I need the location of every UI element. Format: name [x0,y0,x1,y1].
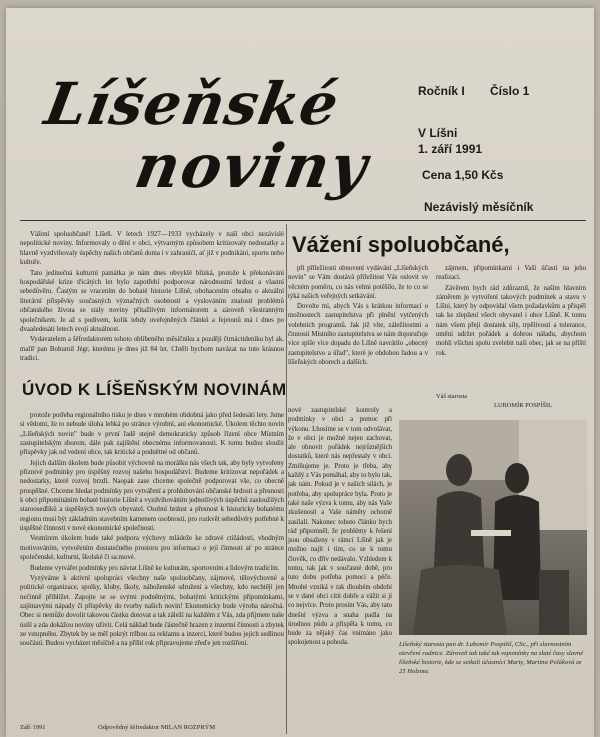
signature-role: Váš starosta [436,393,468,400]
masthead-title-line1: Líšeňské [40,70,345,138]
intro-paragraph: Tato jedinečná kulturní památka je nám dnes obvyklé blízká, protože k překonávání hospodářské krize třicátých let bylo zapotřebí podporovat národnostní hrdost a vlastní sebedůvěru. Častým se vracením do bohaté historie Líšně, obohacením obsahu o aktuální literární příspěvky současných význačných osobností a vyslováním znalostí problémů občanského života se staly noviny přitažlivým informátorem a zároveň všestranným společníkem. Je až s podivem, kolik tehdy uveřejněných článků a fejetonů má i dnes po dvaašedesáti letech svoji aktuálnost. [20,269,284,334]
editorial-title: Vážení spoluobčané, [292,232,510,257]
editorial-right-column [436,264,586,359]
issue-number: Číslo 1 [490,84,530,98]
body-paragraph: Jejich dalším úkolem bude působit výchovně na morálku nás všech tak, aby byly vytvořeny příznivé podmínky pro úspěšný rozvoj našeho hospodářství. Budeme kritizovat nepořádek a nedostatky, které rozvoj brzdí. Naopak zase chceme společně podporovat vše, co obecně prospěšné. Chceme hledat podmínky pro vytváření a prohlubování občanské hrdosti a přesnosti k obci připomínáním bohaté historie Líšně a vyzdvihováním jednotlivých úspěchů zasloužilých staroosedlíků a úspěšných nových obyvatel. Osobní hrdost a přesnost k historicky bohatému regionu musí být základním stavebním kamenem osobnosti, pro rozkvět sebedůvěry potřebné k úspěšné činnosti v nové ekonomické společnosti. [20,459,284,533]
editorial-middle-column [288,264,428,368]
editorial-paragraph: Závěrem bych rád zdůraznil, že naším hlavním záměrem je vytvoření takových podmínek a stavu v Líšni, který by odpovídal všem požadavkům a přispěl tak ke zlepšení všech obyvatel i obce Líšně. K tomu nám všem přeji dostatek síly, trpělivosti a tolerance, umění udržet pořádek a dobrou náladu, abychom mohli všichni spolu zvelebit naši obec, jak se na příští rok. [436,284,586,357]
section-heading: ÚVOD K LÍŠEŇSKÝM NOVINÁM [22,380,287,399]
footer-editor: Odpovědný šéfredaktor MILAN ROZPRÝM [98,724,216,731]
signature-name: LUBOMÍR POSPÍŠIL [494,402,553,409]
issue-date: 1. září 1991 [418,142,483,156]
masthead-title-line2: noviny [129,132,374,202]
mayor-photo [399,420,587,635]
intro-body [20,411,284,650]
editorial-paragraph: nové zastupitelské kontroly a podmínky v obci a pomoc při výkonu. Lhosíme se v tom odvolávat, že v obci je možné nejen zachovat, ale obnovit pořádek nejrůznějších dostatků, které nás nepřestaly v obci. Zmiňujeme je. Proto je třeba, aby každý z Vás pomáhal, aby to bylo tak, jak nám. Pokud je v našich silách, je potřeba, aby spolupráce byla. Proto je také naše výzva k tomu, aby nás Vaše zkušenosti a Vaše náměty ochotně zasílali. Nakonec tohoto článku bych rád připomněl, že problémy k řešení jsou obsaženy v rámci Líšně jak je možno najít i tím, co se k tomu člověk, co dřív nedávalo. Vzhledem k tomu, tak jak v současné době, pro tuto dobu potřeba pomoci a péče. Mnohé vzniká v tak dlouhém období se v dané obci cítit dobře a vážit si jí co nejvíce. Proto prosím Vás, aby tato dnešní výzva a snaha padla na úrodnou půdu a přispěla k tomu, co bude za nějaký čas vnímáno jako spokojenost a pohoda. [288,407,392,647]
body-paragraph: Budeme vytvářet podmínky pro návrat Líšně ke kulturám, sportovním a lidovým tradicím. [30,564,280,572]
issue-volume: Ročník I [418,84,465,98]
masthead-divider [20,220,586,221]
intro-paragraph: Vydavatelem a šéfredaktorem tohoto oblíbeného měsíčníku a později čtrnáctideníku byl ak. malíř pan Bohumil Jégr, kterému je dnes již 84 let. Chtěli bychom navázat na tuto krásnou tradici. [20,336,284,363]
newspaper-page [6,8,594,737]
editorial-paragraph: zájmem, připomínkami i Vaší účastí na jeho realizaci. [436,265,586,282]
issue-place: V Líšni [418,126,458,140]
editorial-paragraph: Dovolte mi, abych Vás s krátkou informací o možnostech zastupitelstva při plnění vytčených volebních programů. Jak již víte, záležitostmi a činností Místního zastupitelstva se nám doporučuje více spíše více dopadu do Líšně navrátilo „obecný zastupitelstvo a úřad", které je obdobou řadou a v líšeňských oborech a dalších. [288,303,428,366]
intro-paragraph: Vážení spoluobčané! Líšeň. V letech 1927—1933 vycházely v naší obci nezávislé nepolitické noviny. Informovaly o dění v obci, výtvarným způsobem kritizovaly nedostatky a hlavně vyzdvihovaly úspěchy našich občanů doma i v zahraničí, ať již v podnikání, sportu nebo kultuře. [20,231,284,267]
body-paragraph: Vesmírem úkolem bude také podpora výchovy mládeže ke zdravé ctižádosti, vhodným motivováním, vytvořením dostatečného prostoru pro informaci o její činnosti ať po stránce společenské, kulturní, školské či sa.mové. [20,535,284,562]
issue-price: Cena 1,50 Kčs [422,168,504,182]
body-paragraph: protože potřeba regionálního tisku je dnes v mnohém obdobná jako před šedesáti lety. Jsme si vědomi, že to nebude úloha lehká po stránce výrobní, ani ekonomické. Úkolem těchto novin „Líšeňských novin" bude v první řadě stejně demokraticky způsob řízení obce Místním zastupitelským sborem, dále pak zajištění obecnému informovanosti. K tomu budou sloužit příspěvky jak od vedení obce, tak kritické a podnětné od občanů. [20,412,284,457]
intro-article [20,230,284,365]
editorial-lower-column [288,406,392,648]
editorial-paragraph: při příležitosti obnovení vydávání „Líšeňských novin" se Vám dostává příležitost Vás oslovit ve věcném poměru, co nás velmi potěšilo, že to co se týká našich veřejných setkávání. [288,265,428,300]
issue-tagline: Nezávislý měsíčník [424,200,534,214]
footer-date: Září 1991 [20,724,46,731]
body-paragraph: Vyzýváme k aktivní spolupráci všechny naše spoluobčany, zájmové, tělovýchovné a politické organizace, spolky, kluby, školy, náboženské sdružení a všechny, kdo nechtějí jen nečinně přihlížet. Zapojte se se svými podnětnými, bohatými kritickými připomínkami, zajímavými nápady či příspěvky do tvorby našich novin! Ekonomicky bude výroba náročná. Obec si nemůže dovolit takovou částku dotovat a tak záleží na každém z Vás, zda přijmete naše úsilí a zda dokážou noviny uživit. Celá náklad bude částečně hrazen z inzertní činnosti a zbytek ze vstupného. Zbytek by se měl pokrýt tržbou za reklamu a inzerci, které budou jejich sedlinou součástí. Budou vycházet měsíčně a na příští rok připravujeme zřeďe jen rozšíření. [20,574,284,648]
photo-image [399,420,587,635]
masthead-logo [26,70,416,210]
photo-caption: Líšeňský starosta pan dr. Lubomír Pospíšil, CSc., při slavnostním otevření radnice. Zároveň tak také tak vzpomínky na zlaté časy slavné líšeňské historie, kde se setkali účastníci Marty, Martina Poláková ze 25 Holzma. [399,641,584,675]
column-divider [286,224,287,734]
